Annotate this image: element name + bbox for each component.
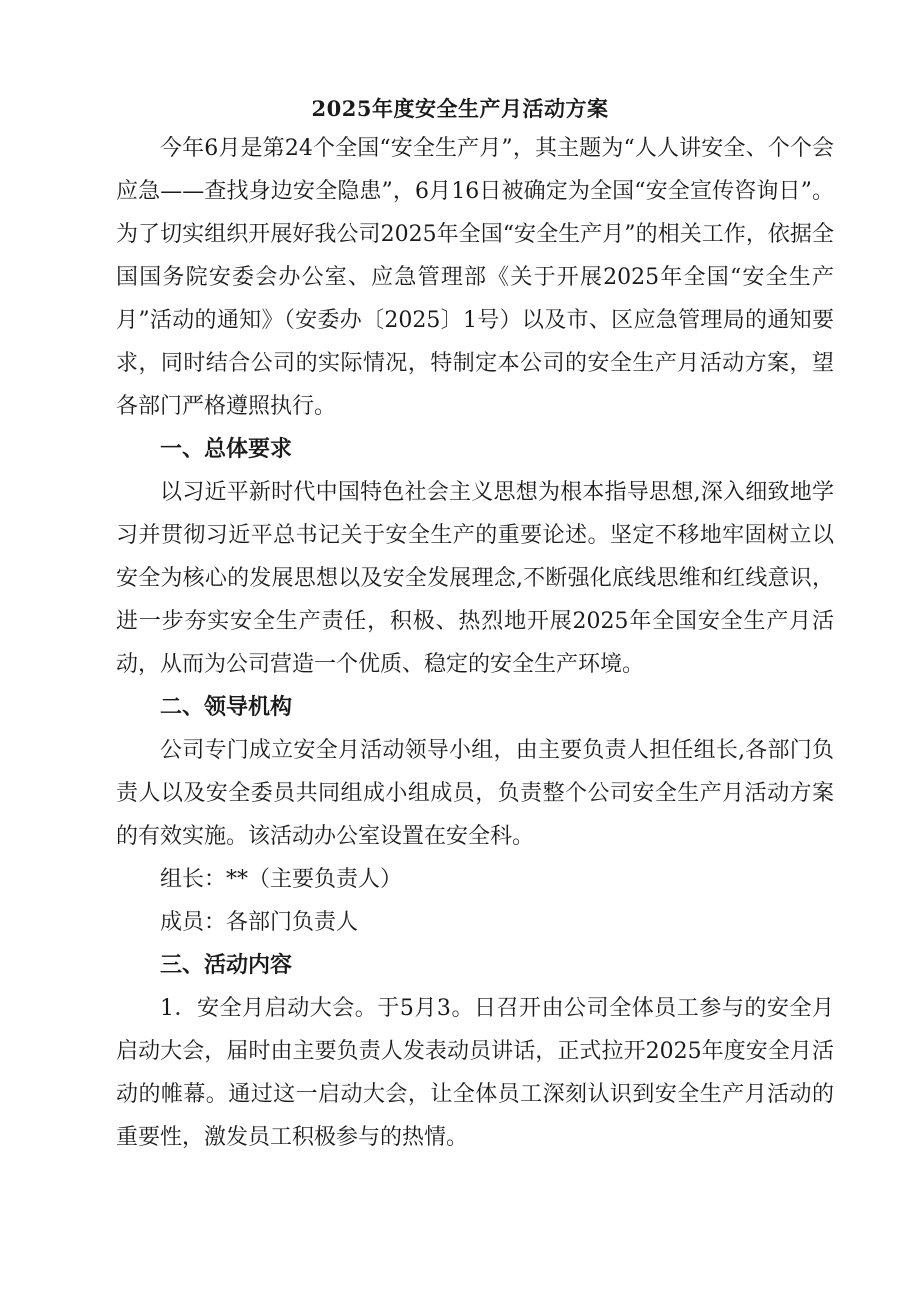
section-heading-leadership: 二、领导机构 [160,694,293,720]
document-body [116,127,834,1159]
activity-item-1: 1．安全月启动大会。于5月3。日召开由公司全体员工参与的安全月启动大会，届时由主要负责人发表动员讲话，正式拉开2025年度安全月活动的帷幕。通过这一启动大会，让全体员工深刻认识到安全生产月活动的重要性，激发员工积极参与的热情。 [116,996,834,1150]
leadership-paragraph: 公司专门成立安全月活动领导小组，由主要负责人担任组长,各部门负责人以及安全委员共同组成小组成员，负责整个公司安全生产月活动方案的有效实施。该活动办公室设置在安全科。 [116,738,834,849]
general-requirements-paragraph: 以习近平新时代中国特色社会主义思想为根本指导思想,深入细致地学习并贯彻习近平总书记关于安全生产的重要论述。坚定不移地牢固树立以安全为核心的发展思想以及安全发展理念,不断强化底线思维和红线意识，进一步夯实安全生产责任，积极、热烈地开展2025年全国安全生产月活动，从而为公司营造一个优质、稳定的安全生产环境。 [116,480,834,677]
intro-paragraph: 今年6月是第24个全国“安全生产月”，其主题为“人人讲安全、个个会应急——查找身边安全隐患”，6月16日被确定为全国“安全宣传咨询日”。为了切实组织开展好我公司2025年全国“安全生产月”的相关工作，依据全国国务院安委会办公室、应急管理部《关于开展2025年全国“安全生产月”活动的通知》（安委办〔2025〕1号）以及市、区应急管理局的通知要求，同时结合公司的实际情况，特制定本公司的安全生产月活动方案，望各部门严格遵照执行。 [116,136,834,419]
section-heading-activities: 三、活动内容 [160,952,293,978]
document-title: 2025年度安全生产月活动方案 [311,96,609,121]
leader-line: 组长：**（主要负责人） [160,867,403,892]
members-line: 成员：各部门负责人 [160,910,359,935]
section-heading-general-requirements: 一、总体要求 [160,436,293,462]
